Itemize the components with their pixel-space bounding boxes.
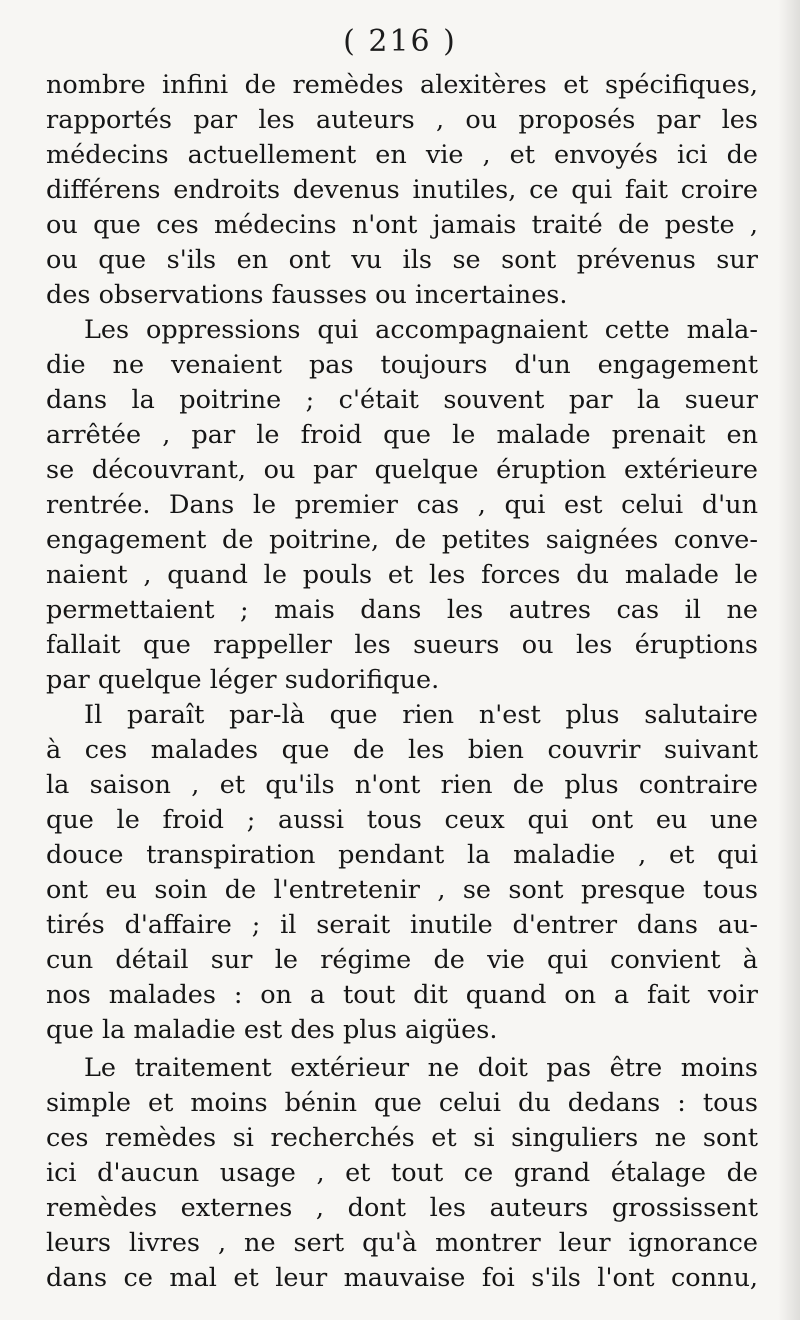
body-text — [46, 68, 758, 1296]
text-line: simple et moins bénin que celui du dedans : tous — [46, 1088, 758, 1118]
text-line: naient , quand le pouls et les forces du malade le — [46, 560, 758, 590]
text-line: remèdes externes , dont les auteurs grossissent — [46, 1193, 758, 1223]
paragraph-start-line: Il paraît par-là que rien n'est plus salutaire — [84, 700, 758, 730]
text-line: différens endroits devenus inutiles, ce qui fait croire — [46, 175, 758, 205]
text-line: médecins actuellement en vie , et envoyés ici de — [46, 140, 758, 170]
text-line: die ne venaient pas toujours d'un engagement — [46, 350, 758, 380]
text-line: leurs livres , ne sert qu'à montrer leur ignorance — [46, 1228, 758, 1258]
text-line: ces remèdes si recherchés et si singuliers ne sont — [46, 1123, 758, 1153]
page-edge-shadow — [778, 0, 800, 1320]
text-line: arrêtée , par le froid que le malade prenait en — [46, 420, 758, 450]
text-line: que la maladie est des plus aigües. — [46, 1015, 498, 1045]
text-line: cun détail sur le régime de vie qui convient à — [46, 945, 758, 975]
text-line: à ces malades que de les bien couvrir suivant — [46, 735, 758, 765]
text-line: ou que ces médecins n'ont jamais traité de peste , — [46, 210, 758, 240]
text-line: ou que s'ils en ont vu ils se sont prévenus sur — [46, 245, 758, 275]
text-line: ici d'aucun usage , et tout ce grand étalage de — [46, 1158, 758, 1188]
text-line: se découvrant, ou par quelque éruption extérieure — [46, 455, 758, 485]
text-line: des observations fausses ou incertaines. — [46, 280, 568, 310]
text-line: engagement de poitrine, de petites saignées conve- — [46, 525, 758, 555]
text-line: que le froid ; aussi tous ceux qui ont eu une — [46, 805, 758, 835]
text-line: douce transpiration pendant la maladie , et qui — [46, 840, 758, 870]
text-line: tirés d'affaire ; il serait inutile d'entrer dans au- — [46, 910, 758, 940]
text-line: ont eu soin de l'entretenir , se sont presque tous — [46, 875, 758, 905]
text-line: nombre infini de remèdes alexitères et spécifiques, — [46, 70, 758, 100]
text-line: la saison , et qu'ils n'ont rien de plus contraire — [46, 770, 758, 800]
text-line: par quelque léger sudorifique. — [46, 665, 440, 695]
text-line: permettaient ; mais dans les autres cas il ne — [46, 595, 758, 625]
text-line: fallait que rappeller les sueurs ou les éruptions — [46, 630, 758, 660]
text-line: dans la poitrine ; c'était souvent par la sueur — [46, 385, 758, 415]
text-line: rentrée. Dans le premier cas , qui est celui d'un — [46, 490, 758, 520]
paragraph-start-line: Le traitement extérieur ne doit pas être moins — [84, 1053, 758, 1083]
page-number: ( 216 ) — [343, 24, 457, 59]
text-line: nos malades : on a tout dit quand on a fait voir — [46, 980, 758, 1010]
text-line: dans ce mal et leur mauvaise foi s'ils l'ont connu, — [46, 1263, 758, 1293]
paragraph-start-line: Les oppressions qui accompagnaient cette mala- — [84, 315, 758, 345]
text-line: rapportés par les auteurs , ou proposés par les — [46, 105, 758, 135]
